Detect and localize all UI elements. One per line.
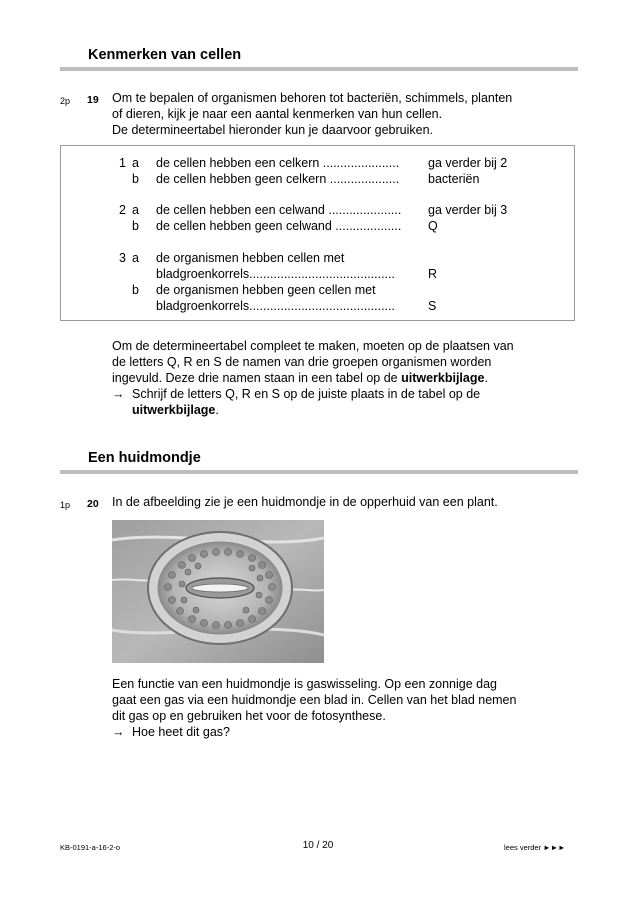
- key-number: 2: [119, 203, 126, 217]
- section-title-cells: Kenmerken van cellen: [88, 47, 242, 63]
- key-letter: b: [132, 219, 139, 233]
- key-result: bacteriën: [428, 172, 480, 186]
- question-points: 2p: [60, 96, 71, 106]
- section-rule: [60, 67, 578, 71]
- question-intro: [112, 90, 562, 138]
- key-row: [61, 171, 574, 187]
- key-text: de cellen hebben een celwand .....................: [156, 203, 402, 217]
- key-result: Q: [428, 219, 438, 233]
- arrow-icon: →: [112, 387, 125, 401]
- body-line: gaat een gas via een huidmondje een blad in. Cellen van het blad nemen: [112, 693, 517, 707]
- section-title-stoma: Een huidmondje: [88, 450, 201, 466]
- key-letter: b: [132, 283, 139, 297]
- footer-code: KB-0191-a-16-2-o: [60, 843, 121, 852]
- key-text: de cellen hebben geen celwand ...................: [156, 219, 402, 233]
- question-body: [112, 676, 562, 740]
- task-text: Schrijf de letters Q, R en S op de juiste plaats in de tabel op de: [132, 387, 481, 401]
- arrow-icon: →: [112, 725, 125, 739]
- key-row: [61, 282, 574, 298]
- task-text: .: [215, 403, 219, 417]
- instruction-line: [112, 370, 562, 386]
- task-line: [112, 402, 562, 418]
- instruction-bold: uitwerkbijlage: [401, 371, 485, 385]
- instruction-line: de letters Q, R en S de namen van drie groepen organismen worden: [112, 355, 492, 369]
- page-number: 10 / 20: [302, 840, 334, 851]
- key-result: ga verder bij 3: [428, 203, 508, 217]
- intro-line: De determineertabel hieronder kun je daarvoor gebruiken.: [112, 123, 434, 137]
- instruction-text: ingevuld. Deze drie namen staan in een tabel op de: [112, 371, 402, 385]
- key-number: 1: [119, 156, 126, 170]
- question-intro: In de afbeelding zie je een huidmondje in de opperhuid van een plant.: [112, 495, 498, 509]
- question-text: Hoe heet dit gas?: [132, 725, 230, 739]
- key-letter: a: [132, 156, 139, 170]
- stoma-image: [112, 520, 324, 663]
- instruction-line: Om de determineertabel compleet te maken, moeten op de plaatsen van: [112, 339, 514, 353]
- key-text: de organismen hebben geen cellen met: [156, 283, 376, 297]
- key-number: 3: [119, 251, 126, 265]
- key-text: bladgroenkorrels..........................................: [156, 267, 395, 281]
- key-letter: a: [132, 203, 139, 217]
- key-result: R: [428, 267, 438, 281]
- task-bold: uitwerkbijlage: [132, 403, 216, 417]
- body-line: Een functie van een huidmondje is gaswisseling. Op een zonnige dag: [112, 677, 497, 691]
- key-text: bladgroenkorrels..........................................: [156, 299, 395, 313]
- key-text: de cellen hebben een celkern ......................: [156, 156, 400, 170]
- key-row: [61, 202, 574, 218]
- key-letter: b: [132, 172, 139, 186]
- key-result: ga verder bij 2: [428, 156, 508, 170]
- instruction-text: .: [484, 371, 488, 385]
- key-row: [61, 266, 574, 282]
- question-number: 19: [87, 94, 99, 106]
- key-row: [61, 218, 574, 234]
- question-instructions: [112, 338, 562, 418]
- intro-line: of dieren, kijk je naar een aantal kenmerken van hun cellen.: [112, 107, 443, 121]
- stoma-micrograph: [112, 520, 324, 663]
- question-points: 1p: [60, 500, 71, 510]
- key-text: de cellen hebben geen celkern ....................: [156, 172, 400, 186]
- key-row: [61, 155, 574, 171]
- body-line: dit gas op en gebruiken het voor de fotosynthese.: [112, 709, 386, 723]
- question-line: [112, 724, 562, 740]
- determination-key-box: [60, 145, 575, 321]
- key-row: [61, 298, 574, 314]
- section-rule: [60, 470, 578, 474]
- task-line: [112, 386, 562, 402]
- determination-key: [61, 146, 574, 320]
- key-row: [61, 250, 574, 266]
- intro-line: Om te bepalen of organismen behoren tot bacteriën, schimmels, planten: [112, 91, 513, 105]
- key-text: de organismen hebben cellen met: [156, 251, 345, 265]
- key-result: S: [428, 299, 437, 313]
- key-letter: a: [132, 251, 139, 265]
- question-number: 20: [87, 498, 99, 510]
- next-page-link: lees verder ►►►: [504, 843, 566, 852]
